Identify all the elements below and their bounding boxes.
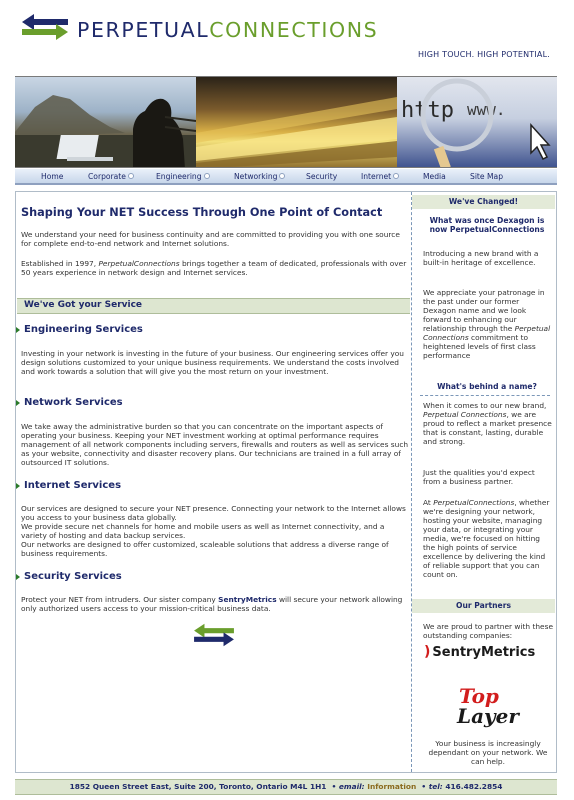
page-title: Shaping Your NET Success Through One Point of Contact bbox=[21, 206, 383, 219]
nav-corporate[interactable] bbox=[88, 172, 134, 181]
bullet-arrow-icon bbox=[16, 327, 20, 333]
patronage-pre: We appreciate your patronage in the past under our former Dexagon name and we look forward to enhancing our relationship through the bbox=[423, 288, 545, 333]
established-pre: Established in 1997, bbox=[21, 259, 99, 268]
sentry-wordmark: SentryMetrics bbox=[432, 644, 536, 660]
sentrymetrics-link[interactable]: SentryMetrics bbox=[218, 595, 277, 604]
nav-label: Site Map bbox=[470, 171, 504, 181]
patronage-brand: Perpetual Connections bbox=[423, 324, 551, 342]
security-pre: Protect your NET from intruders. Our sister company bbox=[21, 595, 219, 604]
section-title: Internet Services bbox=[24, 480, 122, 491]
focus-brand: PerpetualConnections bbox=[433, 498, 515, 507]
section-heading-security[interactable] bbox=[16, 571, 122, 582]
bullet-arrow-icon bbox=[16, 483, 20, 489]
bullet-arrow-icon bbox=[16, 400, 20, 406]
sidebar bbox=[411, 192, 556, 772]
section-heading-internet[interactable] bbox=[16, 480, 121, 491]
site-footer: 1852 Queen Street East, Suite 200, Toronto, Ontario M4L 1H1 • email: Information • tel: 416.482.2854 bbox=[15, 779, 557, 795]
nav-site-map[interactable] bbox=[470, 172, 503, 181]
submenu-dot-icon bbox=[128, 173, 134, 179]
sidebar-qualities-text: Just the qualities you'd expect from a business partner. bbox=[423, 468, 535, 486]
nav-label: Corporate bbox=[88, 171, 126, 181]
banner-photo-laptop-mountains bbox=[15, 77, 196, 168]
logo-word-connections: CONNECTIONS bbox=[209, 18, 379, 42]
footer-tel-label: tel: bbox=[428, 782, 443, 791]
logo-arrows-icon bbox=[20, 12, 70, 42]
sidebar-partners-text: We are proud to partner with these outstanding companies: bbox=[423, 622, 553, 640]
sidebar-closing-text: Your business is increasingly dependant on your network. We can help. bbox=[428, 739, 548, 766]
banner-photo-http-magnifier bbox=[397, 77, 557, 168]
sidebar-intro-text: Introducing a new brand with a built-in heritage of excellence. bbox=[423, 249, 539, 267]
nav-home[interactable] bbox=[41, 172, 63, 181]
nav-label: Networking bbox=[234, 171, 278, 181]
sidebar-changed-heading: We've Changed! bbox=[412, 195, 555, 209]
banner-scene-1 bbox=[15, 77, 196, 168]
main-nav bbox=[15, 169, 557, 185]
site-header bbox=[0, 0, 574, 76]
service-bar bbox=[17, 298, 410, 314]
svg-text:http: http bbox=[401, 98, 454, 123]
sidebar-partners-heading: Our Partners bbox=[412, 599, 555, 613]
engineering-paragraph: Investing in your network is investing in the future of your business. Our engineering services offer you design solutions customized to your unique business requirements. We understand the costs involved and work towards a solution that will give you the most return on your investment. bbox=[21, 349, 404, 376]
banner-photo-light-speed bbox=[196, 77, 397, 168]
content-frame bbox=[15, 191, 557, 773]
network-paragraph: We take away the administrative burden so that you can concentrate on the important aspects of operating your business. Keeping your NET investment working at optimal performance requires management of all network components including servers, firewalls and routers as well as services such as your website, connectivity and disaster recovery plans. Our technicians are trained in a full array of outsourced IT solutions. bbox=[21, 422, 409, 467]
sentrymetrics-logo[interactable] bbox=[424, 644, 535, 660]
footer-address: 1852 Queen Street East, Suite 200, Toronto, Ontario M4L 1H1 bbox=[69, 782, 327, 791]
sidebar-name-subheading: What's behind a name? bbox=[437, 382, 537, 391]
nav-media[interactable] bbox=[423, 172, 446, 181]
footer-email-label: email: bbox=[338, 782, 365, 791]
main-content bbox=[16, 192, 411, 772]
nav-label: Media bbox=[423, 171, 446, 181]
nav-label: Home bbox=[41, 171, 64, 181]
logo-arrows-icon bbox=[192, 622, 236, 648]
section-title: Network Services bbox=[24, 397, 123, 408]
section-heading-network[interactable] bbox=[16, 397, 123, 408]
banner-scene-2 bbox=[196, 77, 397, 168]
nav-security[interactable] bbox=[306, 172, 337, 181]
footer-email-link[interactable]: Information bbox=[367, 782, 417, 791]
sentry-mark-icon: ) bbox=[424, 644, 431, 660]
toplayer-logo[interactable] bbox=[457, 686, 517, 732]
sidebar-brand-text bbox=[423, 401, 553, 446]
bullet-arrow-icon bbox=[16, 574, 20, 580]
brand-name: Perpetual Connections bbox=[423, 410, 507, 419]
sidebar-changed-subheading: What was once Dexagon is now PerpetualConnections bbox=[429, 216, 545, 234]
toplayer-word-bottom: Layer bbox=[457, 704, 519, 728]
nav-label: Engineering bbox=[156, 171, 202, 181]
internet-paragraph: Our services are designed to secure your NET presence. Connecting your network to the Internet allows you access to your business data globally. We provide secure net channels for home and mobile users as well as Internet connectivity, and a variety of hosting and data backup services. Our networks are designed to offer customized, scaleable solutions that address a diverse range of business requirements. bbox=[21, 504, 406, 558]
established-company: PerpetualConnections bbox=[98, 259, 180, 268]
tagline: HIGH TOUCH. HIGH POTENTIAL. bbox=[417, 50, 550, 59]
service-bar-label: We've Got your Service bbox=[24, 300, 143, 310]
logo-word-perpetual: PERPETUAL bbox=[77, 18, 210, 42]
section-heading-engineering[interactable] bbox=[16, 324, 143, 335]
nav-networking[interactable] bbox=[234, 172, 285, 181]
toplayer-word-top: Top bbox=[459, 684, 499, 708]
nav-label: Internet bbox=[361, 171, 392, 181]
brand-pre: When it comes to our new brand, bbox=[423, 401, 547, 410]
security-paragraph bbox=[21, 595, 409, 613]
established-paragraph bbox=[21, 259, 409, 277]
security-post: will secure your network allowing only authorized users access to your mission-critical business data. bbox=[21, 595, 403, 613]
brand-post: , we are proud to reflect a market presence that is constant, lasting, durable and strong. bbox=[423, 410, 552, 446]
banner-scene-3 bbox=[397, 77, 557, 168]
nav-label: Security bbox=[306, 171, 338, 181]
submenu-dot-icon bbox=[393, 173, 399, 179]
sidebar-divider bbox=[420, 395, 550, 396]
sidebar-patronage-text bbox=[423, 288, 553, 360]
focus-post: , whether we're designing your network, hosting your website, managing your data, or integrating your media, we're focused on hitting the high points of service excellence by delivering the kind of reliable support that you can count on. bbox=[423, 498, 550, 579]
footer-tel-value: 416.482.2854 bbox=[445, 782, 503, 791]
section-title: Engineering Services bbox=[24, 324, 143, 335]
established-post: brings together a team of dedicated, professionals with over 50 years experience in network design and Internet services. bbox=[21, 259, 407, 277]
patronage-post: commitment to heightened levels of first class performance bbox=[423, 333, 536, 360]
submenu-dot-icon bbox=[279, 173, 285, 179]
intro-paragraph: We understand your need for business continuity and are committed to providing you with one source for complete end-to-end network and Internet solutions. bbox=[21, 230, 400, 248]
nav-internet[interactable] bbox=[361, 172, 399, 181]
hero-banner bbox=[15, 76, 557, 168]
logo-wordmark[interactable] bbox=[77, 18, 378, 42]
svg-text:www.: www. bbox=[467, 100, 506, 119]
focus-pre: At bbox=[423, 498, 434, 507]
section-title: Security Services bbox=[24, 571, 122, 582]
nav-engineering[interactable] bbox=[156, 172, 210, 181]
submenu-dot-icon bbox=[204, 173, 210, 179]
sidebar-focus-text bbox=[423, 498, 553, 579]
